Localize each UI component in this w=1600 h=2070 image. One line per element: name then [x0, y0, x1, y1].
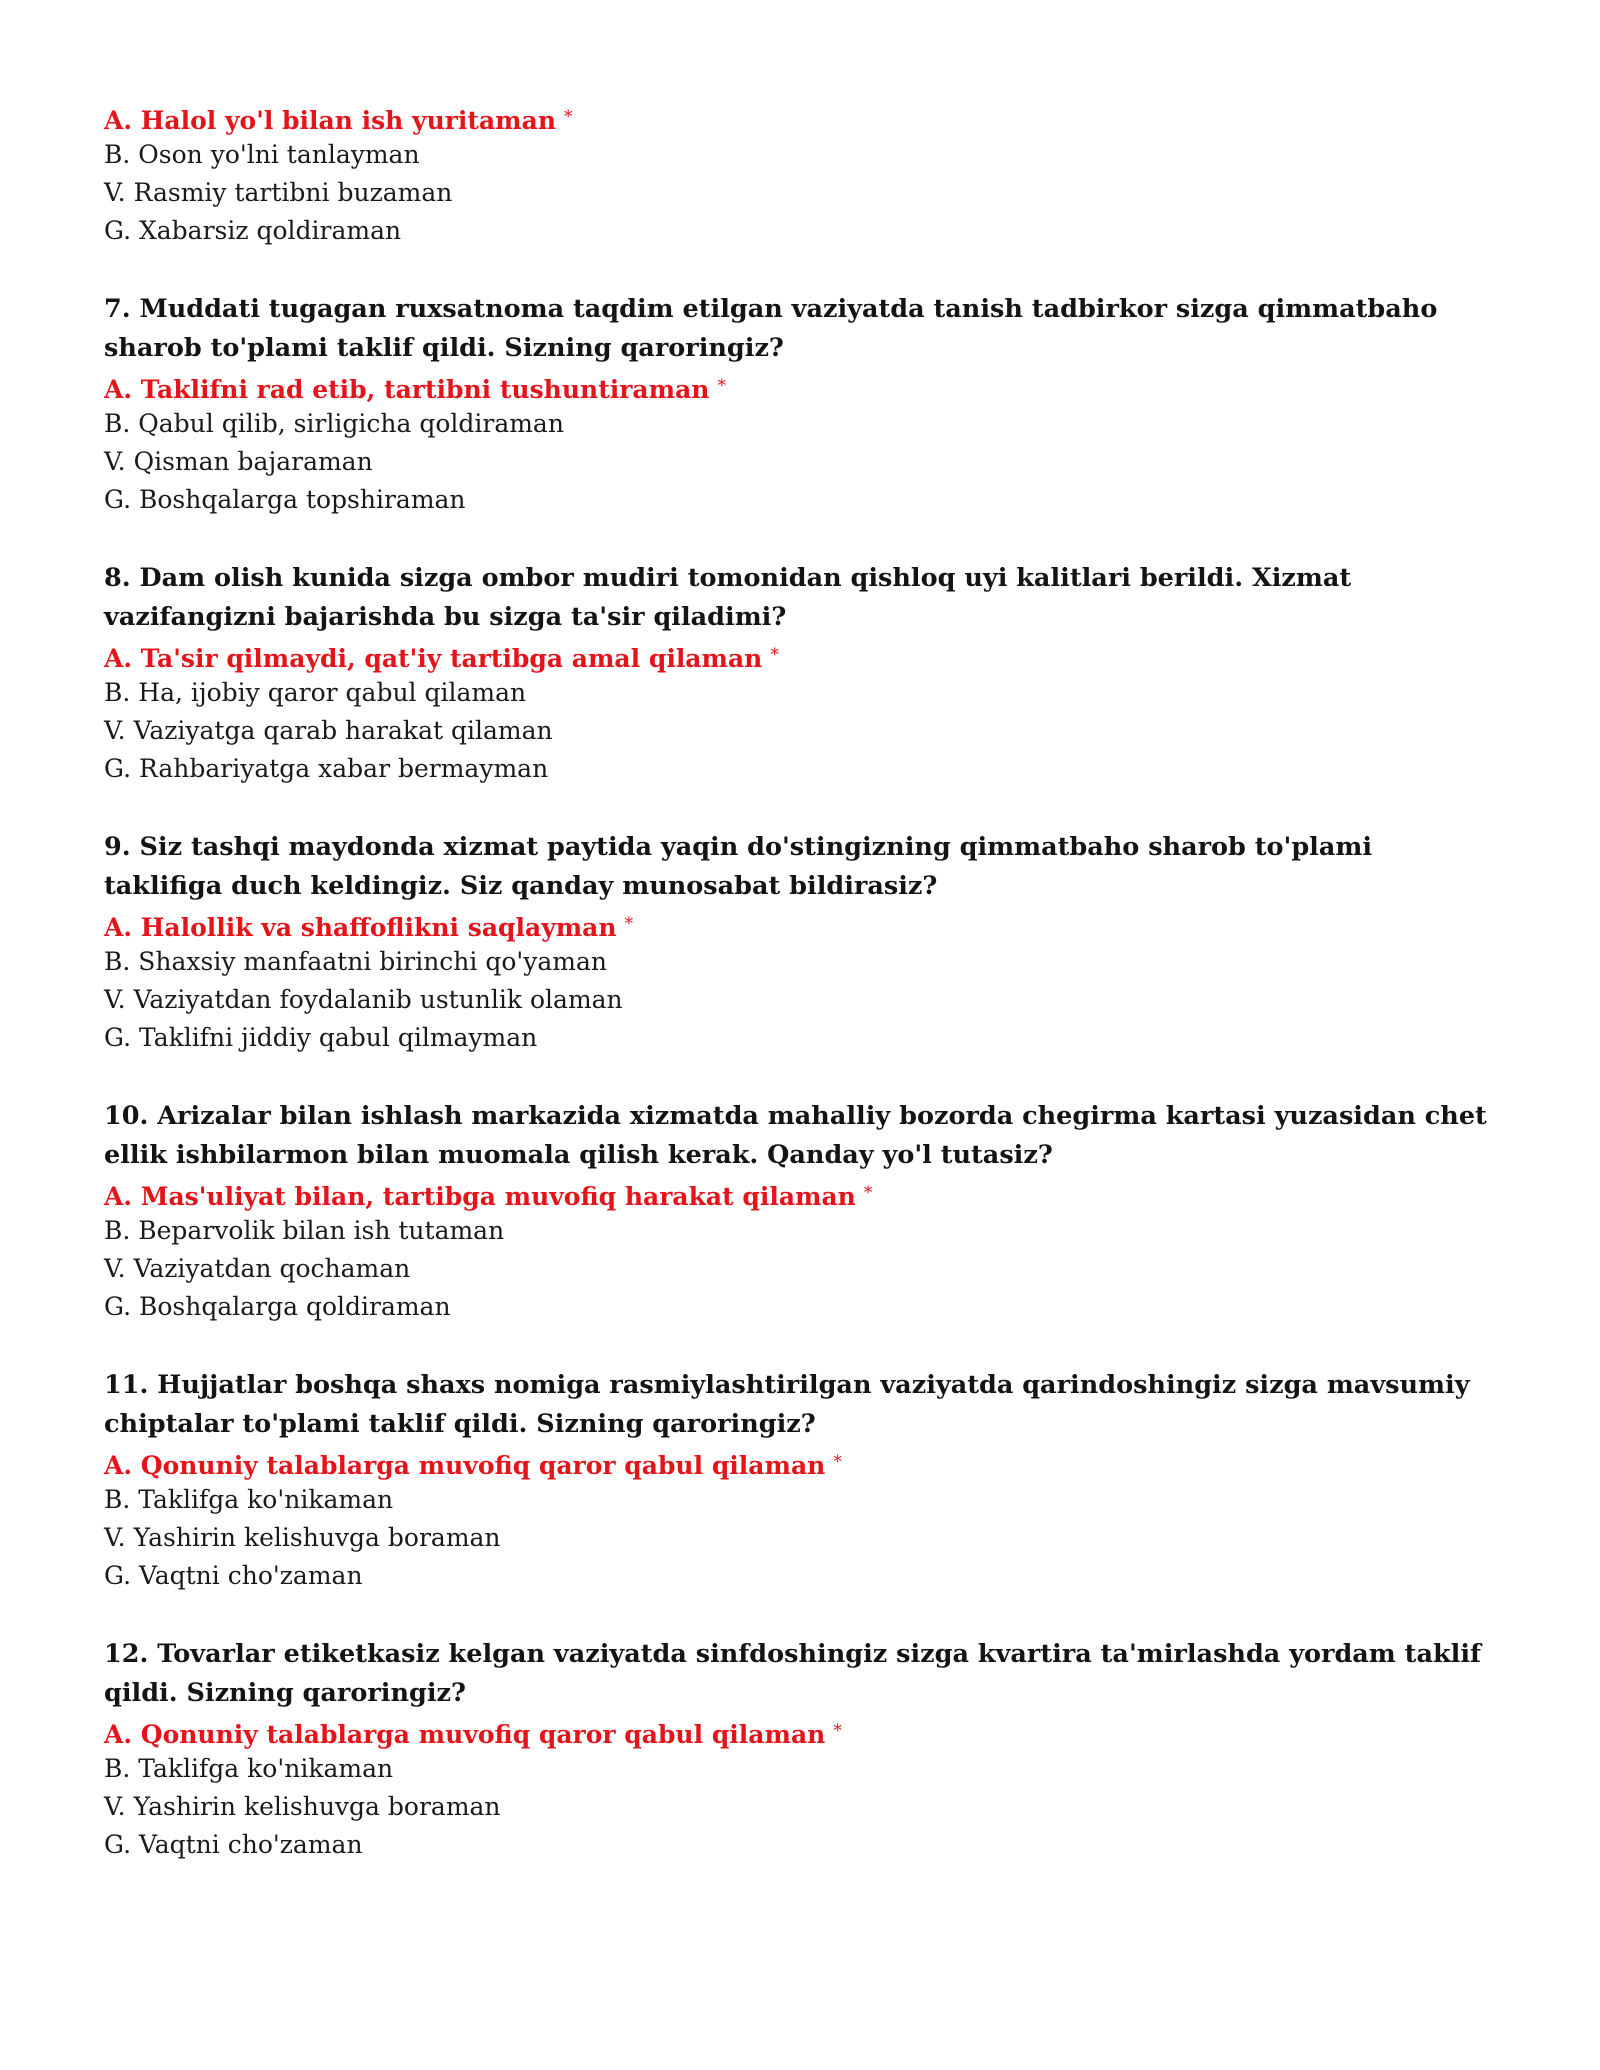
answer-option-correct: A. Qonuniy talablarga muvofiq qaror qabul qilaman *: [104, 1451, 842, 1480]
answer-option: V. Qisman bajaraman: [104, 447, 373, 476]
answer-option: V. Yashirin kelishuvga boraman: [104, 1792, 501, 1821]
answer-option: G. Boshqalarga topshiraman: [104, 485, 466, 514]
answer-option: V. Yashirin kelishuvga boraman: [104, 1523, 501, 1552]
answer-option-correct: A. Mas'uliyat bilan, tartibga muvofiq harakat qilaman *: [104, 1182, 873, 1211]
correct-answer-marker: *: [863, 1183, 873, 1203]
answer-option: G. Xabarsiz qoldiraman: [104, 216, 402, 245]
question-7: [104, 290, 1496, 519]
answer-option: G. Boshqalarga qoldiraman: [104, 1292, 451, 1321]
answer-option: V. Rasmiy tartibni buzaman: [104, 178, 453, 207]
answer-option: B. Qabul qilib, sirligicha qoldiraman: [104, 409, 564, 438]
question-6-options: [104, 98, 1496, 250]
question-title: 8. Dam olish kunida sizga ombor mudiri tomonidan qishloq uyi kalitlari berildi. Xizmat vazifangizni bajarishda bu sizga ta'sir qiladimi?: [104, 563, 1352, 632]
question-title: 12. Tovarlar etiketkasiz kelgan vaziyatda sinfdoshingiz sizga kvartira ta'mirlashda yordam taklif qildi. Sizning qaroringiz?: [104, 1639, 1481, 1708]
question-title: 9. Siz tashqi maydonda xizmat paytida yaqin do'stingizning qimmatbaho sharob to'plami taklifiga duch keldingiz. Siz qanday munosabat bildirasiz?: [104, 832, 1373, 901]
answer-option: B. Taklifga ko'nikaman: [104, 1754, 394, 1783]
correct-answer-marker: *: [833, 1721, 842, 1741]
question-9: [104, 828, 1496, 1057]
question-11: [104, 1366, 1496, 1595]
question-12: [104, 1635, 1496, 1864]
correct-answer-marker: *: [717, 376, 726, 396]
question-title: 11. Hujjatlar boshqa shaxs nomiga rasmiylashtirilgan vaziyatda qarindoshingiz sizga mavsumiy chiptalar to'plami taklif qildi. Sizning qaroringiz?: [104, 1370, 1470, 1439]
correct-answer-marker: *: [833, 1452, 842, 1472]
answer-option-correct: A. Halollik va shaffoflikni saqlayman *: [104, 913, 634, 942]
answer-option: G. Taklifni jiddiy qabul qilmayman: [104, 1023, 538, 1052]
answer-option: G. Rahbariyatga xabar bermayman: [104, 754, 549, 783]
answer-option-correct: A. Qonuniy talablarga muvofiq qaror qabul qilaman *: [104, 1720, 842, 1749]
answer-option: B. Oson yo'lni tanlayman: [104, 140, 420, 169]
question-title: 7. Muddati tugagan ruxsatnoma taqdim etilgan vaziyatda tanish tadbirkor sizga qimmatbaho sharob to'plami taklif qildi. Sizning qaroringiz?: [104, 294, 1438, 363]
answer-option: V. Vaziyatdan foydalanib ustunlik olaman: [104, 985, 623, 1014]
answer-option-correct: A. Ta'sir qilmaydi, qat'iy tartibga amal qilaman *: [104, 644, 779, 673]
correct-answer-marker: *: [770, 645, 779, 665]
answer-option: B. Shaxsiy manfaatni birinchi qo'yaman: [104, 947, 608, 976]
answer-option: G. Vaqtni cho'zaman: [104, 1830, 363, 1859]
answer-option: B. Ha, ijobiy qaror qabul qilaman: [104, 678, 527, 707]
answer-option: B. Beparvolik bilan ish tutaman: [104, 1216, 505, 1245]
answer-option-correct: A. Halol yo'l bilan ish yuritaman *: [104, 106, 573, 135]
question-10: [104, 1097, 1496, 1326]
correct-answer-marker: *: [624, 914, 634, 934]
answer-option: V. Vaziyatdan qochaman: [104, 1254, 411, 1283]
question-8: [104, 559, 1496, 788]
answer-option-correct: A. Taklifni rad etib, tartibni tushuntiraman *: [104, 375, 726, 404]
answer-option: V. Vaziyatga qarab harakat qilaman: [104, 716, 553, 745]
question-title: 10. Arizalar bilan ishlash markazida xizmatda mahalliy bozorda chegirma kartasi yuzasidan chet ellik ishbilarmon bilan muomala qilish kerak. Qanday yo'l tutasiz?: [104, 1101, 1487, 1170]
correct-answer-marker: *: [564, 107, 573, 127]
answer-option: B. Taklifga ko'nikaman: [104, 1485, 394, 1514]
answer-option: G. Vaqtni cho'zaman: [104, 1561, 363, 1590]
